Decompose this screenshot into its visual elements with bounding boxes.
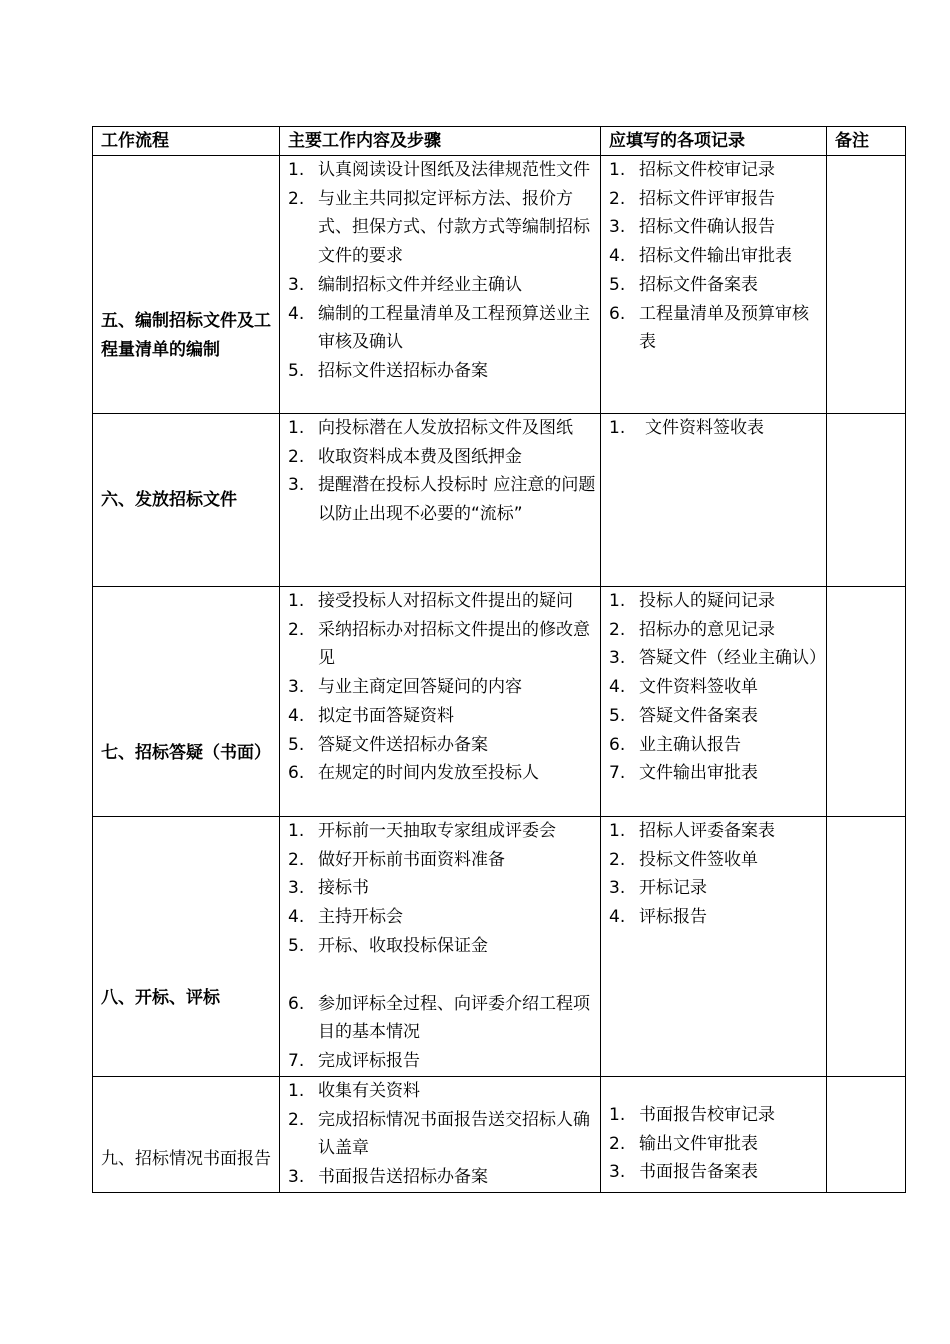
stage-label: 八、开标、评标: [101, 988, 220, 1009]
list-item: 1. 投标人的疑问记录: [609, 591, 775, 611]
header-main-content: 主要工作内容及步骤: [280, 127, 601, 156]
table-row: [93, 587, 906, 817]
list-item: 6. 业主确认报告: [609, 734, 741, 755]
list-item: 3. 与业主商定回答疑问的内容: [288, 677, 522, 698]
list-item: 3. 接标书: [288, 878, 369, 899]
note-cell: [827, 817, 906, 1077]
list-item: 4. 招标文件输出审批表: [609, 246, 792, 267]
stage-label: 九、招标情况书面报告: [101, 1149, 271, 1170]
list-item: 5. 开标、收取投标保证金: [288, 935, 488, 956]
list-item: 5. 招标文件备案表: [609, 274, 758, 295]
list-item: 5. 招标文件送招标办备案: [288, 360, 488, 381]
stage-label: 六、发放招标文件: [101, 489, 237, 510]
stage-label: 五、编制招标文件及工程量清单的编制: [101, 310, 271, 360]
steps-cell: [280, 587, 601, 817]
steps-list: [280, 817, 600, 1076]
steps-cell: [280, 1077, 601, 1193]
list-item: 3. 编制招标文件并经业主确认: [288, 274, 522, 295]
steps-list: [280, 587, 600, 788]
note-cell: [827, 156, 906, 414]
list-item: 1. 文件资料签收表: [609, 418, 764, 438]
records-cell: [601, 587, 827, 817]
stage-cell: [93, 414, 280, 587]
list-item: 1. 书面报告校审记录: [609, 1105, 775, 1125]
list-item: 1. 招标人评委备案表: [609, 821, 775, 841]
list-item: 3. 提醒潜在投标人投标时 应注意的问题以防止出现不必要的“流标”: [288, 475, 596, 525]
list-item: 2. 做好开标前书面资料准备: [288, 849, 505, 870]
list-item: 3. 招标文件确认报告: [609, 217, 775, 238]
records-list: [601, 817, 826, 932]
list-item: 3. 书面报告送招标办备案: [288, 1167, 488, 1188]
stage-cell: [93, 587, 280, 817]
workflow-table: [92, 126, 906, 1193]
note-cell: [827, 414, 906, 587]
list-item: 1. 认真阅读设计图纸及法律规范性文件: [288, 160, 590, 180]
list-item: 4. 文件资料签收单: [609, 677, 758, 698]
stage-label: 七、招标答疑（书面）: [101, 743, 271, 764]
header-workflow: 工作流程: [93, 127, 280, 156]
list-item: 5. 答疑文件备案表: [609, 705, 758, 726]
steps-list: [280, 156, 600, 386]
table-row: [93, 414, 906, 587]
steps-cell: [280, 414, 601, 587]
stage-cell: [93, 817, 280, 1077]
records-cell: [601, 414, 827, 587]
list-item: 4. 主持开标会: [288, 907, 403, 928]
stage-cell: [93, 156, 280, 414]
list-item: 3. 开标记录: [609, 878, 707, 899]
list-item: 2. 招标文件评审报告: [609, 188, 775, 209]
header-records: 应填写的各项记录: [601, 127, 827, 156]
steps-cell: [280, 817, 601, 1077]
table-row: [93, 817, 906, 1077]
list-item: 5. 答疑文件送招标办备案: [288, 734, 488, 755]
note-cell: [827, 587, 906, 817]
records-list: [601, 1101, 826, 1187]
list-item: 2. 招标办的意见记录: [609, 619, 775, 640]
list-item: 1. 开标前一天抽取专家组成评委会: [288, 821, 556, 841]
records-cell: [601, 817, 827, 1077]
list-item: 2. 收取资料成本费及图纸押金: [288, 446, 522, 467]
list-item: 6. 在规定的时间内发放至投标人: [288, 763, 539, 784]
list-item: 2. 输出文件审批表: [609, 1133, 758, 1154]
records-cell: [601, 1077, 827, 1193]
list-item: 4. 拟定书面答疑资料: [288, 705, 454, 726]
steps-cell: [280, 156, 601, 414]
list-item: 1. 招标文件校审记录: [609, 160, 775, 180]
list-item: 2. 采纳招标办对招标文件提出的修改意见: [288, 619, 590, 669]
header-remarks: 备注: [827, 127, 906, 156]
list-item: 1. 收集有关资料: [288, 1081, 420, 1101]
table-row: [93, 1077, 906, 1193]
list-item: 3. 书面报告备案表: [609, 1162, 758, 1183]
list-item: 7. 完成评标报告: [288, 1050, 420, 1071]
records-list: [601, 414, 826, 443]
records-cell: [601, 156, 827, 414]
stage-cell: [93, 1077, 280, 1193]
records-list: [601, 156, 826, 357]
list-item: 2. 与业主共同拟定评标方法、报价方式、担保方式、付款方式等编制招标文件的要求: [288, 188, 590, 267]
records-list: [601, 587, 826, 788]
steps-list: [280, 1077, 600, 1192]
list-item: 2. 投标文件签收单: [609, 849, 758, 870]
list-item: 6. 参加评标全过程、向评委介绍工程项目的基本情况: [288, 993, 590, 1043]
list-item: 3. 答疑文件（经业主确认）: [609, 648, 826, 669]
table-header-row: [93, 127, 906, 156]
list-item: 1. 向投标潜在人发放招标文件及图纸: [288, 418, 573, 438]
table-row: [93, 156, 906, 414]
steps-list: [280, 414, 600, 529]
list-item: 4. 编制的工程量清单及工程预算送业主审核及确认: [288, 303, 590, 353]
list-item: 4. 评标报告: [609, 907, 707, 928]
list-item: 7. 文件输出审批表: [609, 763, 758, 784]
list-item: 6. 工程量清单及预算审核表: [609, 303, 809, 353]
list-item: 1. 接受投标人对招标文件提出的疑问: [288, 591, 573, 611]
note-cell: [827, 1077, 906, 1193]
list-item: 2. 完成招标情况书面报告送交招标人确认盖章: [288, 1109, 590, 1159]
